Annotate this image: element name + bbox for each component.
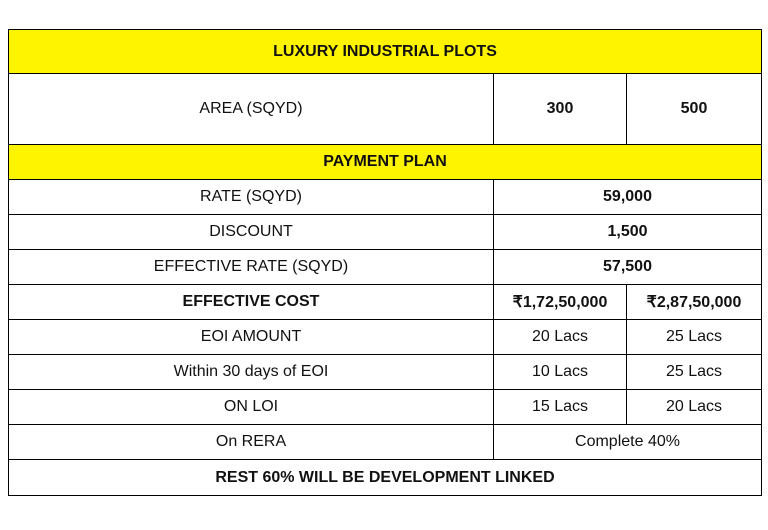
rate-row bbox=[9, 180, 762, 215]
effective-cost-300: ₹1,72,50,000 bbox=[494, 285, 627, 320]
payment-plan-heading: PAYMENT PLAN bbox=[9, 145, 762, 180]
on-loi-300: 15 Lacs bbox=[494, 390, 627, 425]
pricing-sheet bbox=[8, 29, 761, 496]
rest-footer: REST 60% WILL BE DEVELOPMENT LINKED bbox=[9, 460, 762, 496]
area-row bbox=[9, 74, 762, 145]
on-rera-value: Complete 40% bbox=[494, 425, 762, 460]
discount-value: 1,500 bbox=[494, 215, 762, 250]
effective-rate-row bbox=[9, 250, 762, 285]
area-size-300: 300 bbox=[494, 74, 627, 145]
on-rera-label: On RERA bbox=[9, 425, 494, 460]
on-loi-row bbox=[9, 390, 762, 425]
within-30-days-500: 25 Lacs bbox=[627, 355, 762, 390]
eoi-amount-label: EOI AMOUNT bbox=[9, 320, 494, 355]
eoi-amount-row bbox=[9, 320, 762, 355]
within-30-days-label: Within 30 days of EOI bbox=[9, 355, 494, 390]
area-label: AREA (SQYD) bbox=[9, 74, 494, 145]
rest-row bbox=[9, 460, 762, 496]
effective-rate-value: 57,500 bbox=[494, 250, 762, 285]
effective-rate-label: EFFECTIVE RATE (SQYD) bbox=[9, 250, 494, 285]
eoi-amount-300: 20 Lacs bbox=[494, 320, 627, 355]
on-loi-label: ON LOI bbox=[9, 390, 494, 425]
rate-label: RATE (SQYD) bbox=[9, 180, 494, 215]
within-30-days-row bbox=[9, 355, 762, 390]
payment-plan-row bbox=[9, 145, 762, 180]
effective-cost-label: EFFECTIVE COST bbox=[9, 285, 494, 320]
title-row bbox=[9, 30, 762, 74]
table-title: LUXURY INDUSTRIAL PLOTS bbox=[9, 30, 762, 74]
on-loi-500: 20 Lacs bbox=[627, 390, 762, 425]
discount-label: DISCOUNT bbox=[9, 215, 494, 250]
within-30-days-300: 10 Lacs bbox=[494, 355, 627, 390]
effective-cost-500: ₹2,87,50,000 bbox=[627, 285, 762, 320]
area-size-500: 500 bbox=[627, 74, 762, 145]
discount-row bbox=[9, 215, 762, 250]
on-rera-row bbox=[9, 425, 762, 460]
effective-cost-row bbox=[9, 285, 762, 320]
pricing-table bbox=[8, 29, 762, 496]
eoi-amount-500: 25 Lacs bbox=[627, 320, 762, 355]
rate-value: 59,000 bbox=[494, 180, 762, 215]
